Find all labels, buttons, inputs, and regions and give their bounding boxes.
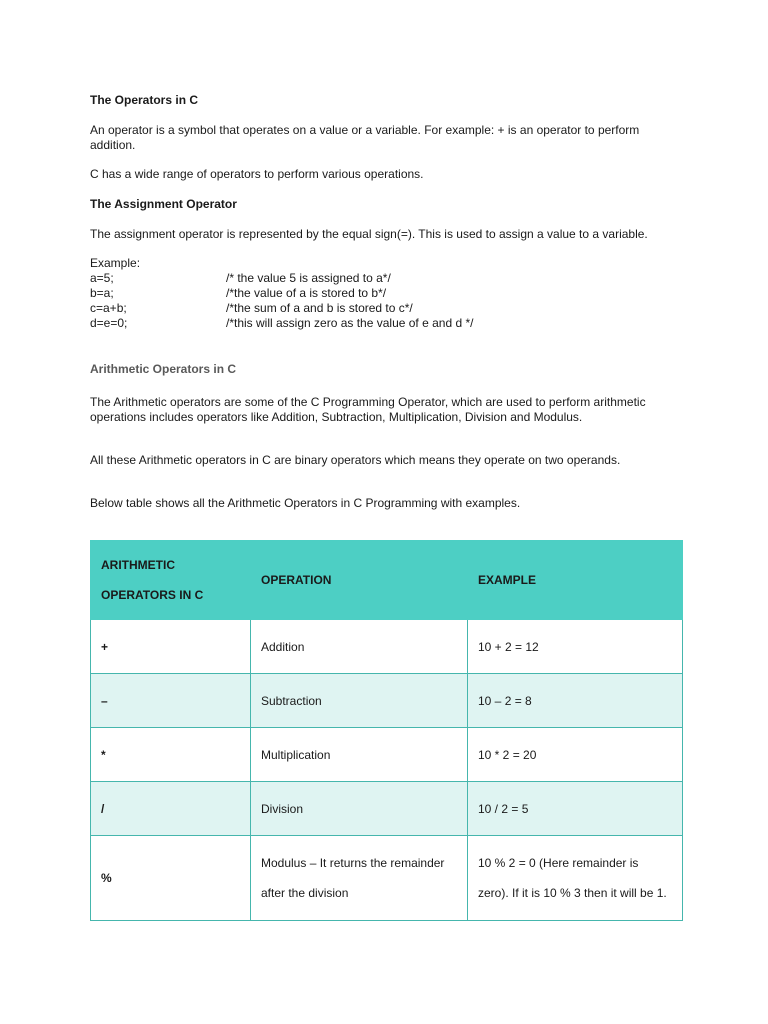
code-example-row — [90, 286, 690, 301]
code-example-row — [90, 301, 690, 316]
arithmetic-operators-table — [90, 540, 683, 921]
column-header-operation: OPERATION — [251, 541, 468, 620]
code-comment: /*the value of a is stored to b*/ — [226, 286, 387, 300]
code-statement: a=5; — [90, 271, 114, 285]
code-example-row — [90, 316, 690, 331]
operation-cell: Subtraction — [251, 674, 468, 728]
operator-cell: % — [91, 836, 251, 921]
code-statement: d=e=0; — [90, 316, 128, 330]
code-example-row — [90, 271, 690, 286]
code-comment: /*this will assign zero as the value of e and d */ — [226, 316, 474, 330]
table-row — [91, 728, 683, 782]
example-cell: 10 * 2 = 20 — [468, 728, 683, 782]
example-cell: 10 + 2 = 12 — [468, 620, 683, 674]
example-cell: 10 % 2 = 0 (Here remainder is zero). If it is 10 % 3 then it will be 1. — [468, 836, 683, 921]
table-row — [91, 836, 683, 921]
table-row — [91, 782, 683, 836]
example-cell: 10 – 2 = 8 — [468, 674, 683, 728]
intro-paragraph: An operator is a symbol that operates on a value or a variable. For example: + is an operator to perform addition. — [90, 123, 640, 152]
document-page — [90, 0, 690, 1024]
column-header-operator: ARITHMETIC OPERATORS IN C — [91, 541, 251, 620]
operation-cell: Addition — [251, 620, 468, 674]
page-title: The Operators in C — [90, 93, 199, 107]
column-header-example: EXAMPLE — [468, 541, 683, 620]
assignment-heading: The Assignment Operator — [90, 197, 237, 211]
table-row — [91, 620, 683, 674]
code-statement: c=a+b; — [90, 301, 127, 315]
operation-cell: Division — [251, 782, 468, 836]
code-comment: /*the sum of a and b is stored to c*/ — [226, 301, 413, 315]
table-header-row — [91, 541, 683, 620]
arithmetic-paragraph-3: Below table shows all the Arithmetic Operators in C Programming with examples. — [90, 496, 521, 510]
range-paragraph: C has a wide range of operators to perform various operations. — [90, 167, 424, 181]
example-cell: 10 / 2 = 5 — [468, 782, 683, 836]
operator-cell: / — [91, 782, 251, 836]
arithmetic-paragraph-2: All these Arithmetic operators in C are binary operators which means they operate on two operands. — [90, 453, 621, 467]
table-row — [91, 674, 683, 728]
operator-cell: * — [91, 728, 251, 782]
assignment-paragraph: The assignment operator is represented by the equal sign(=). This is used to assign a value to a variable. — [90, 227, 648, 241]
arithmetic-heading: Arithmetic Operators in C — [90, 362, 237, 376]
operator-cell: + — [91, 620, 251, 674]
operation-cell: Modulus – It returns the remainder after the division — [251, 836, 468, 921]
code-statement: b=a; — [90, 286, 114, 300]
operation-cell: Multiplication — [251, 728, 468, 782]
operator-cell: – — [91, 674, 251, 728]
example-label: Example: — [90, 256, 141, 270]
code-comment: /* the value 5 is assigned to a*/ — [226, 271, 391, 285]
arithmetic-paragraph-1: The Arithmetic operators are some of the C Programming Operator, which are used to perform arithmetic operations includes operators like Addition, Subtraction, Multiplication, Division and Modulus. — [90, 395, 646, 424]
